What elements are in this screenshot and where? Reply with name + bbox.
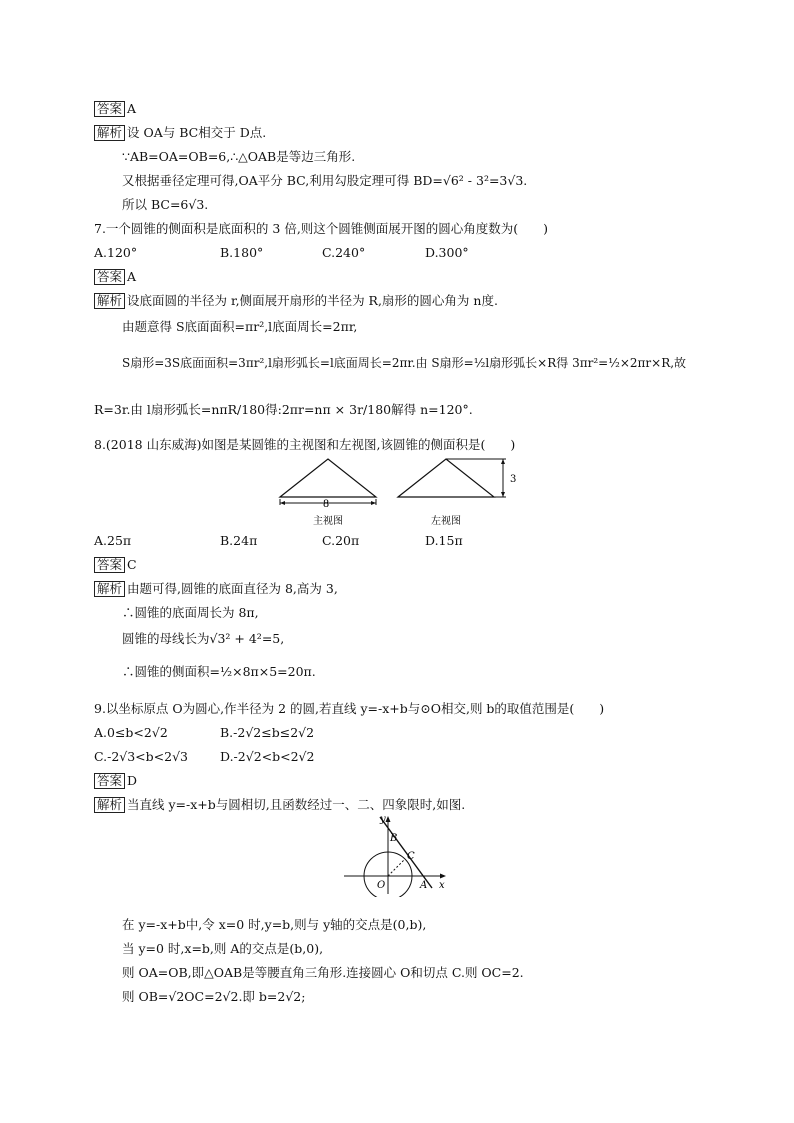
y-axis-label: y bbox=[380, 814, 386, 825]
front-view bbox=[280, 459, 376, 527]
answer-tag: 答案 bbox=[94, 101, 125, 117]
q8-option-c: C.20π bbox=[322, 533, 360, 548]
q8-analysis-text: 由题可得,圆锥的底面直径为 8,高为 3, bbox=[127, 581, 338, 596]
q6-analysis-text: 又根据垂径定理可得,OA平分 BC,利用勾股定理可得 BD=√6² - 3²=3√3. bbox=[122, 173, 528, 188]
q7-option-a: A.120° bbox=[94, 245, 138, 260]
left-view-label: 左视图 bbox=[431, 516, 461, 527]
point-o-label: O bbox=[377, 880, 386, 891]
q9-option-b: B.-2√2≤b≤2√2 bbox=[220, 725, 315, 740]
front-view-label: 主视图 bbox=[313, 516, 343, 527]
x-axis-label: x bbox=[439, 880, 445, 891]
q7-answer: A bbox=[127, 269, 137, 284]
q7-analysis-text: R=3r.由 l扇形弧长=nπR/180得:2πr=nπ × 3r/180解得 n=120°. bbox=[94, 402, 473, 417]
analysis-tag: 解析 bbox=[94, 125, 125, 141]
q8-answer: C bbox=[127, 557, 137, 572]
left-view bbox=[398, 459, 516, 527]
q7-option-d: D.300° bbox=[425, 245, 469, 260]
q7-analysis-text: 设底面圆的半径为 r,侧面展开扇形的半径为 R,扇形的圆心角为 n度. bbox=[127, 293, 498, 308]
q8-analysis-text: ∴圆锥的底面周长为 8π, bbox=[122, 605, 259, 620]
point-a-label: A bbox=[420, 880, 428, 891]
q6-analysis-text: 所以 BC=6√3. bbox=[122, 197, 209, 212]
q7-analysis-line bbox=[94, 293, 498, 309]
analysis-tag: 解析 bbox=[94, 797, 125, 813]
q9-analysis-line bbox=[94, 797, 465, 813]
q6-analysis-text: 设 OA与 BC相交于 D点. bbox=[127, 125, 267, 140]
q8-analysis-line bbox=[94, 581, 338, 597]
left-view-height-label: 3 bbox=[510, 474, 517, 485]
q9-stem: 9.以坐标原点 O为圆心,作半径为 2 的圆,若直线 y=-x+b与⊙O相交,则 b的取值范围是( ) bbox=[94, 701, 605, 716]
q7-option-c: C.240° bbox=[322, 245, 366, 260]
q8-cone-views-figure bbox=[270, 455, 530, 530]
q6-answer: A bbox=[127, 101, 137, 116]
q8-analysis-text: ∴圆锥的侧面积=½×8π×5=20π. bbox=[122, 664, 316, 679]
q7-analysis-text: S扇形=3S底面面积=3πr²,l扇形弧长=l底面周长=2πr.由 S扇形=½l扇形弧长×R得 3πr²=½×2πr×R,故 bbox=[122, 356, 687, 370]
q8-option-a: A.25π bbox=[94, 533, 132, 548]
q9-option-c: C.-2√3<b<2√3 bbox=[94, 749, 189, 764]
q8-analysis-text: 圆锥的母线长为√3² + 4²=5, bbox=[122, 631, 285, 646]
q7-stem: 7.一个圆锥的侧面积是底面积的 3 倍,则这个圆锥侧面展开图的圆心角度数为( ) bbox=[94, 221, 549, 236]
q9-analysis-text: 则 OA=OB,即△OAB是等腰直角三角形.连接圆心 O和切点 C.则 OC=2. bbox=[122, 965, 524, 980]
q9-circle-tangent-figure bbox=[340, 812, 455, 897]
analysis-tag: 解析 bbox=[94, 581, 125, 597]
q8-option-b: B.24π bbox=[220, 533, 258, 548]
q9-answer-line bbox=[94, 773, 137, 789]
q6-analysis-text: ∵AB=OA=OB=6,∴△OAB是等边三角形. bbox=[122, 149, 356, 164]
answer-tag: 答案 bbox=[94, 773, 125, 789]
q8-stem: 8.(2018 山东威海)如图是某圆锥的主视图和左视图,该圆锥的侧面积是( ) bbox=[94, 437, 516, 452]
q7-option-b: B.180° bbox=[220, 245, 264, 260]
q7-answer-line bbox=[94, 269, 136, 285]
q9-answer: D bbox=[127, 773, 138, 788]
answer-tag: 答案 bbox=[94, 557, 125, 573]
q9-option-d: D.-2√2<b<2√2 bbox=[220, 749, 315, 764]
q9-option-a: A.0≤b<2√2 bbox=[94, 725, 168, 740]
q9-analysis-text: 则 OB=√2OC=2√2.即 b=2√2; bbox=[122, 989, 306, 1004]
q6-analysis-line bbox=[94, 125, 266, 141]
q7-analysis-text: 由题意得 S底面面积=πr²,l底面周长=2πr, bbox=[122, 319, 358, 334]
analysis-tag: 解析 bbox=[94, 293, 125, 309]
q9-analysis-text: 当直线 y=-x+b与圆相切,且函数经过一、二、四象限时,如图. bbox=[127, 797, 466, 812]
point-c-label: C bbox=[407, 851, 415, 862]
q6-answer-line bbox=[94, 101, 136, 117]
q8-option-d: D.15π bbox=[425, 533, 463, 548]
q8-answer-line bbox=[94, 557, 137, 573]
answer-tag: 答案 bbox=[94, 269, 125, 285]
q9-analysis-text: 当 y=0 时,x=b,则 A的交点是(b,0), bbox=[122, 941, 324, 956]
front-view-width-label: 8 bbox=[322, 499, 330, 510]
q9-analysis-text: 在 y=-x+b中,令 x=0 时,y=b,则与 y轴的交点是(0,b), bbox=[122, 917, 427, 932]
point-b-label: B bbox=[390, 833, 398, 844]
